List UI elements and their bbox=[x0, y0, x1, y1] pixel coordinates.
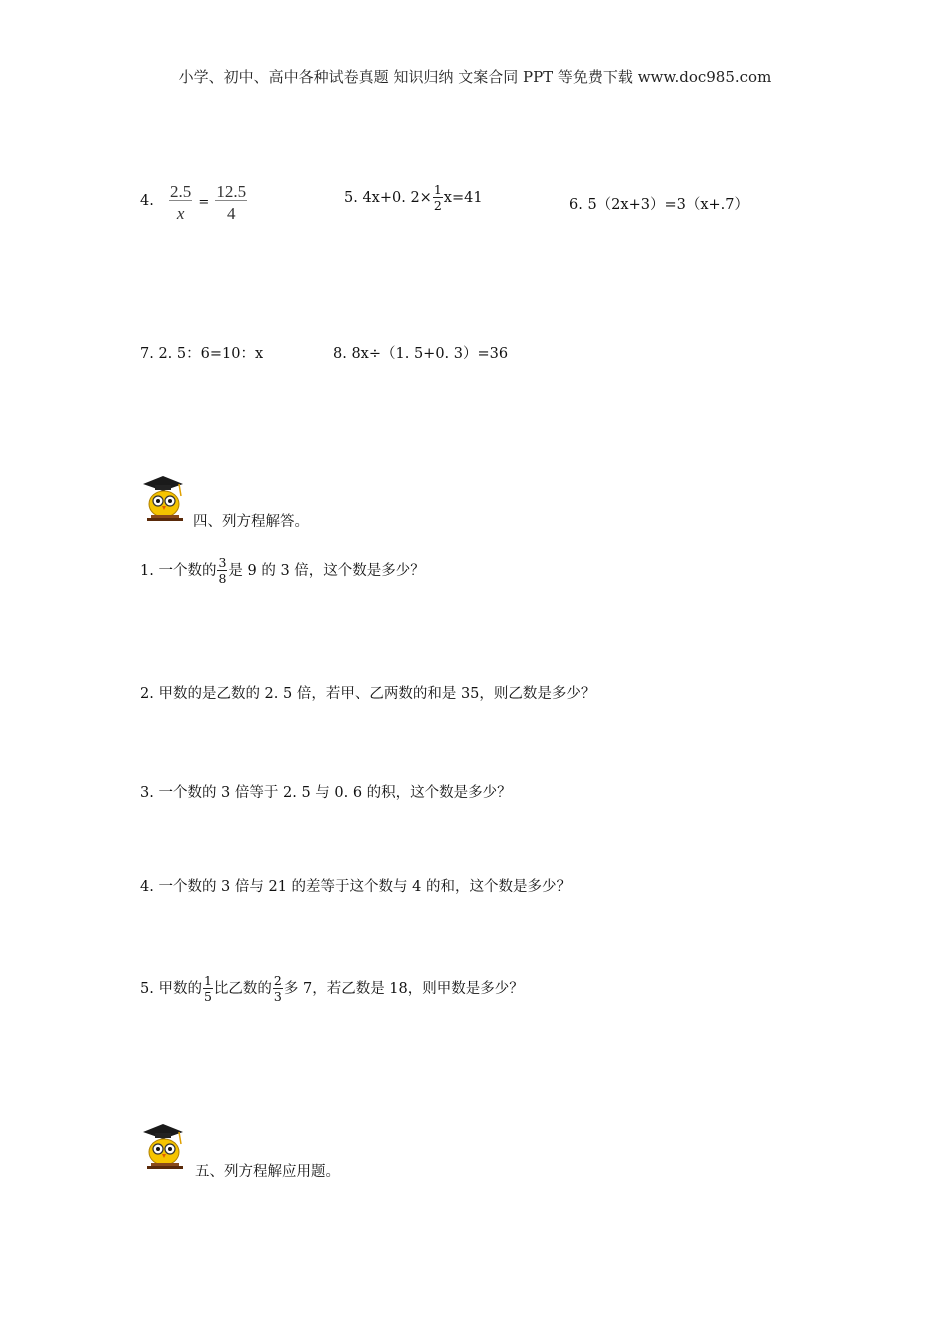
fraction-three-eighths: $\frac{3}{8}$ bbox=[218, 555, 227, 586]
equation-6: 6. 5（2x+3）=3（x+.7） bbox=[569, 197, 749, 213]
equation-4-number: 4. bbox=[140, 193, 154, 209]
problem-3: 3. 一个数的 3 倍等于 2. 5 与 0. 6 的积，这个数是多少？ bbox=[140, 785, 512, 801]
fraction-left: $\frac{2.5}{x}$ bbox=[170, 182, 192, 223]
section-5-title: 五、列方程解应用题。 bbox=[195, 1164, 340, 1180]
problem-5: 5. 甲数的 $\frac{1}{5}$ 比乙数的 $\frac{2}{3}$ 多 7，若乙数是 18，则甲数是多少？ bbox=[140, 973, 524, 1004]
equation-5: 5. 4x+0. 2× $\frac{1}{2}$ x=41 bbox=[344, 182, 483, 213]
problem-1: 1. 一个数的 $\frac{3}{8}$ 是 9 的 3 倍，这个数是多少？ bbox=[140, 555, 425, 586]
fraction-two-thirds: $\frac{2}{3}$ bbox=[273, 973, 282, 1004]
equation-4: $\frac{2.5}{x}$ = $\frac{12.5}{4}$ bbox=[170, 182, 247, 223]
owl-graduate-icon bbox=[139, 474, 189, 526]
equation-8: 8. 8x÷（1. 5+0. 3）=36 bbox=[333, 346, 509, 362]
fraction-half: $\frac{1}{2}$ bbox=[433, 182, 442, 213]
section-4-title: 四、列方程解答。 bbox=[193, 514, 309, 530]
equation-7: 7. 2. 5：6=10：x bbox=[140, 346, 264, 362]
problem-4: 4. 一个数的 3 倍与 21 的差等于这个数与 4 的和，这个数是多少？ bbox=[140, 879, 571, 895]
fraction-one-fifth: $\frac{1}{5}$ bbox=[203, 973, 212, 1004]
page-header: 小学、初中、高中各种试卷真题 知识归纳 文案合同 PPT 等免费下载 www.doc985.com bbox=[178, 68, 772, 86]
fraction-right: $\frac{12.5}{4}$ bbox=[216, 182, 247, 223]
owl-graduate-icon bbox=[139, 1122, 189, 1174]
problem-2: 2. 甲数的是乙数的 2. 5 倍，若甲、乙两数的和是 35，则乙数是多少？ bbox=[140, 686, 596, 702]
